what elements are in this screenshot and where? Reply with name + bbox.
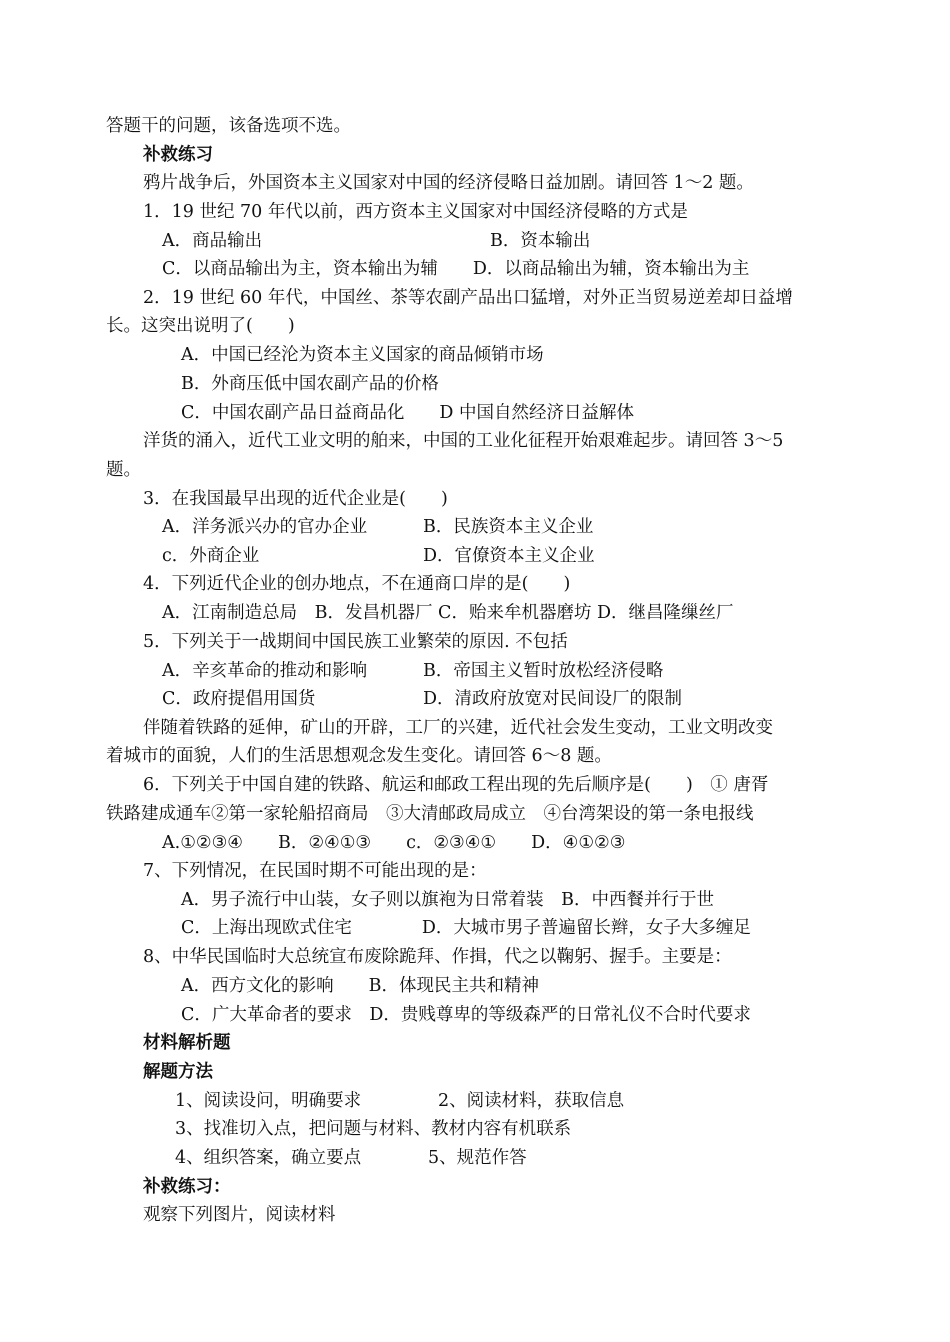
option-a: A．中国已经沦为资本主义国家的商品倾销市场 [181,345,544,365]
text-line: 伴随着铁路的延伸，矿山的开辟，工厂的兴建，近代社会发生变动，工业文明改变 [143,718,773,738]
options-cd: C．广大革命者的要求 D．贵贱尊卑的等级森严的日常礼仪不合时代要求 [181,1005,751,1025]
options-abcd: A．江南制造总局 B．发昌机器厂 C．贻来牟机器磨坊 D．继昌隆缫丝厂 [162,603,734,623]
option-c: c．外商企业 [162,546,260,566]
question-3: 3．在我国最早出现的近代企业是( ) [143,489,448,509]
section-heading: 解题方法 [143,1062,213,1082]
option-a: A．辛亥革命的推动和影响 [162,661,368,681]
text-line: 答题干的问题，该备选项不选。 [106,116,351,136]
options-cd: C．中国农副产品日益商品化 D 中国自然经济日益解体 [181,403,634,423]
options-ab: A．男子流行中山装，女子则以旗袍为日常着装 B．中西餐并行于世 [181,890,714,910]
text-line: 鸦片战争后，外国资本主义国家对中国的经济侵略日益加剧。请回答 1～2 题。 [143,173,754,193]
option-a: A．洋务派兴办的官办企业 [162,517,368,537]
method-step-2: 2、阅读材料，获取信息 [438,1091,625,1111]
option-a: A．商品输出 [162,231,263,251]
method-step-5: 5、规范作答 [428,1148,527,1168]
question-8: 8、中华民国临时大总统宣布废除跪拜、作揖，代之以鞠躬、握手。主要是： [143,947,732,967]
option-d: D．清政府放宽对民间设厂的限制 [423,689,683,709]
section-heading: 材料解析题 [143,1033,231,1053]
option-b: B．民族资本主义企业 [423,517,594,537]
text-line: 观察下列图片，阅读材料 [143,1205,336,1225]
section-heading: 补救练习 [143,145,213,165]
question-4: 4．下列近代企业的创办地点，不在通商口岸的是( ) [143,574,571,594]
options-ab: A．西方文化的影响 B．体现民主共和精神 [181,976,539,996]
options-cd: C．上海出现欧式住宅 D．大城市男子普遍留长辫，女子大多缠足 [181,918,751,938]
method-step-1: 1、阅读设问，明确要求 [175,1091,362,1111]
option-c: C．政府提倡用国货 [162,689,316,709]
method-step-3: 3、找准切入点，把问题与材料、教材内容有机联系 [175,1119,572,1139]
question-6: 6．下列关于中国自建的铁路、航运和邮政工程出现的先后顺序是( ) ① 唐胥 [143,775,769,795]
question-5: 5．下列关于一战期间中国民族工业繁荣的原因. 不包括 [143,632,568,652]
question-2: 2．19 世纪 60 年代，中国丝、茶等农副产品出口猛增，对外正当贸易逆差却日益增 [143,288,793,308]
option-b: B．外商压低中国农副产品的价格 [181,374,439,394]
question-7: 7、下列情况，在民国时期不可能出现的是： [143,861,487,881]
text-line: 铁路建成通车②第一家轮船招商局 ③大清邮政局成立 ④台湾架设的第一条电报线 [106,804,754,824]
option-d: D．官僚资本主义企业 [423,546,595,566]
option-b: B．帝国主义暂时放松经济侵略 [423,661,664,681]
question-1: 1．19 世纪 70 年代以前，西方资本主义国家对中国经济侵略的方式是 [143,202,688,222]
option-b: B．资本输出 [490,231,591,251]
text-line: 长。这突出说明了( ) [106,316,295,336]
text-line: 洋货的涌入，近代工业文明的舶来，中国的工业化征程开始艰难起步。请回答 3～5 [143,431,784,451]
options-abcd: A.①②③④ B．②④①③ c．②③④① D．④①②③ [162,833,626,853]
section-heading: 补救练习： [143,1177,231,1197]
options-cd: C．以商品输出为主，资本输出为辅 D．以商品输出为辅，资本输出为主 [162,259,750,279]
text-line: 着城市的面貌，人们的生活思想观念发生变化。请回答 6～8 题。 [106,746,612,766]
text-line: 题。 [106,460,141,480]
method-step-4: 4、组织答案，确立要点 [175,1148,362,1168]
